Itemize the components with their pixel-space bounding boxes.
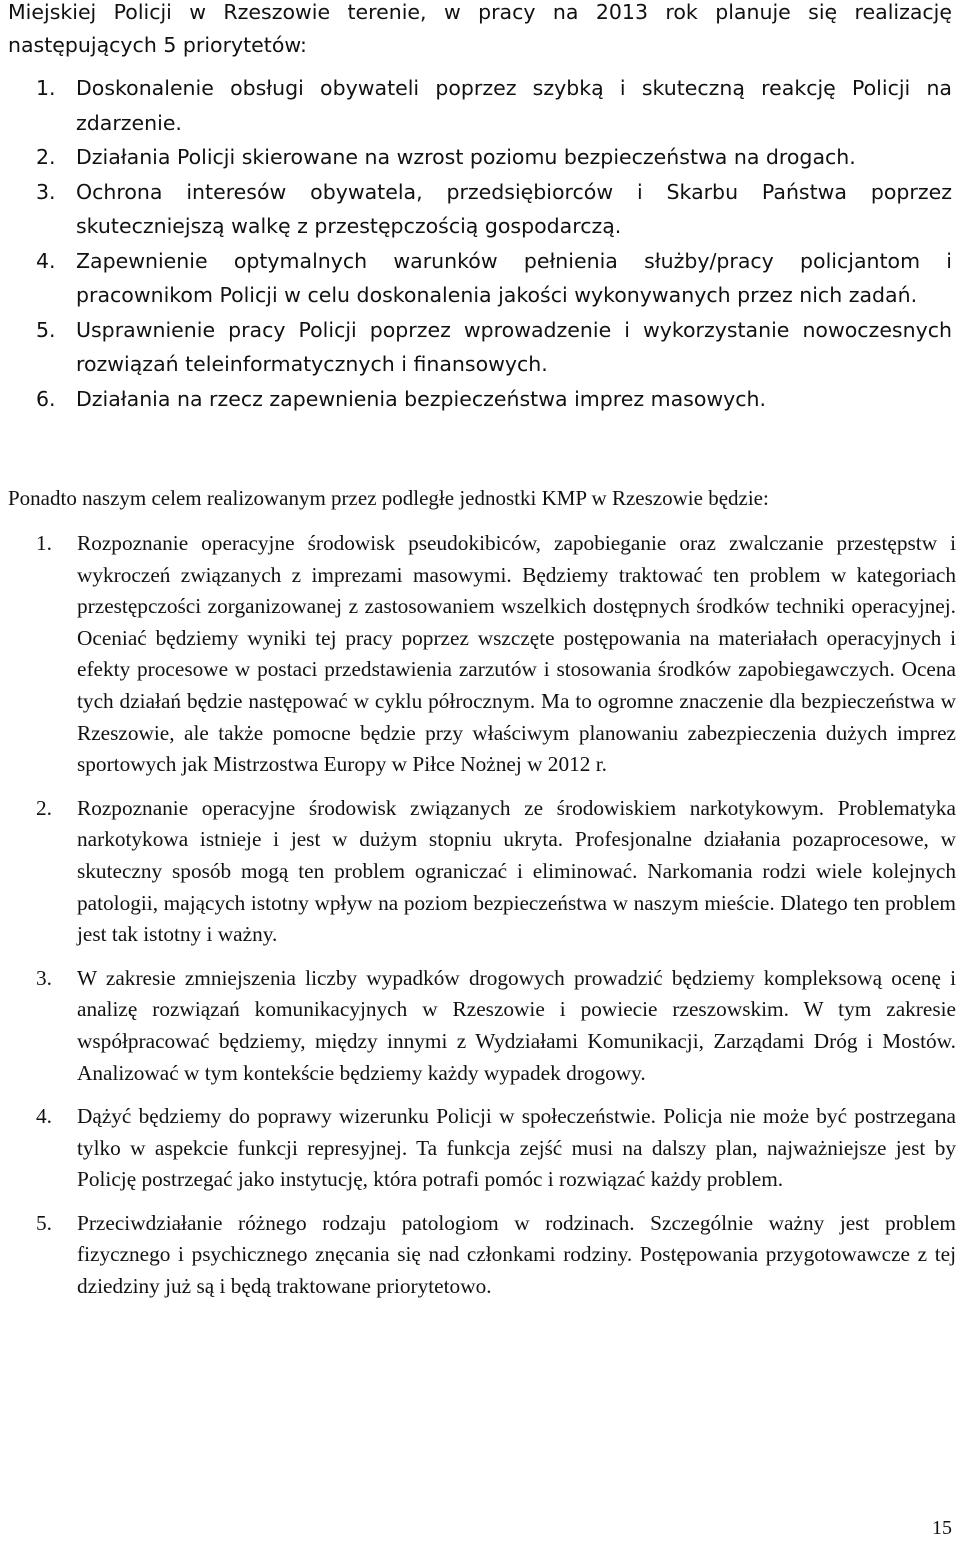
priority-text: Zapewnienie optymalnych warunków pełnienia służby/pracy policjantom i pracownikom Policji w celu doskonalenia jakości wykonywanych przez nich zadań.	[76, 248, 952, 307]
priority-text: Działania Policji skierowane na wzrost poziomu bezpieczeństwa na drogach.	[76, 145, 856, 169]
priority-number: 5.	[36, 317, 56, 342]
priority-number: 6.	[36, 386, 56, 411]
task-item	[36, 1208, 956, 1303]
page-number: 15	[932, 1517, 952, 1539]
priority-item	[36, 71, 952, 140]
priority-number: 4.	[36, 248, 56, 273]
priority-text: Działania na rzecz zapewnienia bezpieczeństwa imprez masowych.	[76, 386, 767, 411]
priority-text: Ochrona interesów obywatela, przedsiębiorców i Skarbu Państwa poprzez skuteczniejszą walkę z przestępczością gospodarczą.	[76, 179, 952, 238]
tasks-list	[36, 528, 956, 1315]
task-number: 5.	[36, 1210, 52, 1235]
priority-item	[36, 175, 952, 244]
task-number: 1.	[36, 531, 52, 555]
priority-number: 2.	[36, 145, 56, 169]
priority-item	[36, 382, 952, 417]
priority-text: Doskonalenie obsługi obywateli poprzez szybką i skuteczną reakcję Policji na zdarzenie.	[76, 76, 952, 135]
priority-text: Usprawnienie pracy Policji poprzez wprowadzenie i wykorzystanie nowoczesnych rozwiązań teleinformatycznych i finansowych.	[76, 317, 952, 376]
task-text: Dążyć będziemy do poprawy wizerunku Policji w społeczeństwie. Policja nie może być postrzegana tylko w aspekcie funkcji represyjnej. Ta funkcja zejść musi na dalszy plan, najważniejsze jest by Policję postrzegać jako instytucję, która potrafi pomóc i rozwiązać każdy problem.	[77, 1104, 956, 1192]
task-number: 3.	[36, 965, 52, 990]
priority-number: 1.	[36, 76, 56, 100]
task-text: Przeciwdziałanie różnego rodzaju patologiom w rodzinach. Szczególnie ważny jest problem fizycznego i psychicznego znęcania się nad członkami rodziny. Postępowania przygotowawcze z tej dziedziny już są i będą traktowane priorytetowo.	[77, 1210, 956, 1299]
task-item	[36, 1101, 956, 1196]
priority-item	[36, 313, 952, 382]
task-item	[36, 963, 956, 1089]
task-item	[36, 793, 956, 951]
intro-paragraph: Miejskiej Policji w Rzeszowie terenie, w pracy na 2013 rok planuje się realizację następujących 5 priorytetów:	[8, 0, 952, 57]
priority-item	[36, 244, 952, 313]
priority-number: 3.	[36, 179, 56, 204]
priorities-list	[36, 71, 952, 416]
task-number: 4.	[36, 1104, 52, 1129]
task-number: 2.	[36, 795, 52, 820]
task-item	[36, 528, 956, 781]
task-text: Rozpoznanie operacyjne środowisk pseudokibiców, zapobieganie oraz zwalczanie przestępstw i wykroczeń związanych z imprezami masowymi. Będziemy traktować ten problem w kategoriach przestępczości zorganizowanej z zastosowaniem wszelkich dostępnych środków techniki operacyjnej. Oceniać będziemy wyniki tej pracy poprzez wszczęte postępowania na materiałach operacyjnych i efekty procesowe w postaci przedstawienia zarzutów i stosowania środków zapobiegawczych. Ocena tych działań będzie następować w cyklu półrocznym. Ma to ogromne znaczenie dla bezpieczeństwa w Rzeszowie, ale także pomocne będzie przy właściwym planowaniu zabezpieczenia dużych imprez sportowych jak Mistrzostwa Europy w Piłce Nożnej w 2012 r.	[77, 531, 956, 777]
task-text: W zakresie zmniejszenia liczby wypadków drogowych prowadzić będziemy kompleksową ocenę i analizę rozwiązań komunikacyjnych w Rzeszowie i powiecie rzeszowskim. W tym zakresie współpracować będziemy, między innymi z Wydziałami Komunikacji, Zarządami Dróg i Mostów. Analizować w tym kontekście będziemy każdy wypadek drogowy.	[77, 965, 956, 1085]
lead-sentence: Ponadto naszym celem realizowanym przez podległe jednostki KMP w Rzeszowie będzie:	[8, 486, 769, 510]
priority-item	[36, 140, 952, 175]
task-text: Rozpoznanie operacyjne środowisk związanych ze środowiskiem narkotykowym. Problematyka narkotykowa istnieje i jest w dużym stopniu ukryta. Profesjonalne działania pozaprocesowe, w skuteczny sposób mogą ten problem ograniczać i eliminować. Narkomania rodzi wiele kolejnych patologii, mających istotny wpływ na poziom bezpieczeństwa w naszym mieście. Dlatego ten problem jest tak istotny i ważny.	[77, 795, 956, 947]
